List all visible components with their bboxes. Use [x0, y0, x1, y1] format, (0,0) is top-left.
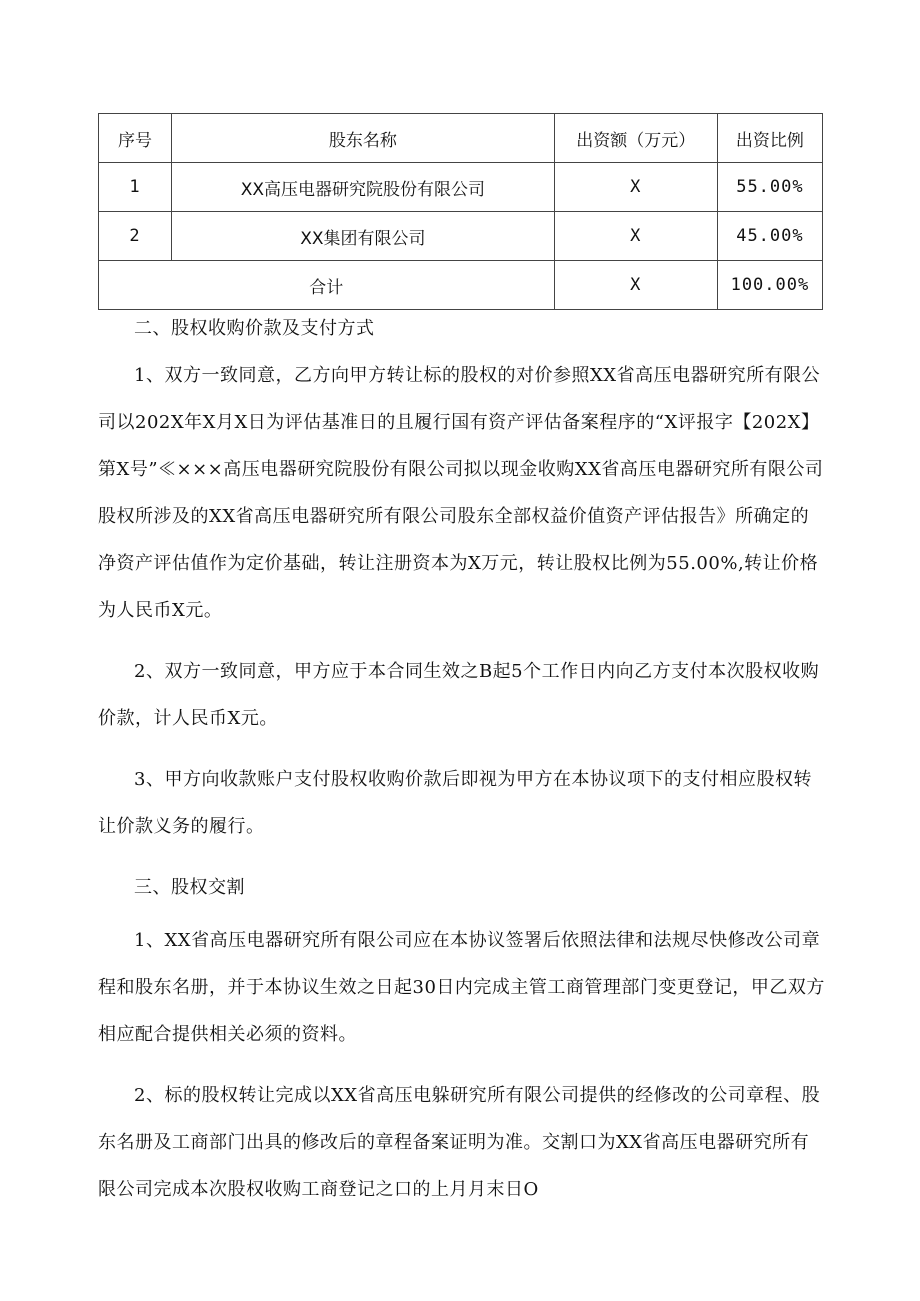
row-amount: X	[554, 163, 717, 212]
paragraph-payment-2: 2、双方一致同意，甲方应于本合同生效之B起5个工作日内向乙方支付本次股权收购价款，计人民币X元。	[98, 661, 820, 729]
header-name: 股东名称	[172, 114, 555, 163]
row-no: 1	[99, 163, 172, 212]
total-label: 合计	[99, 261, 555, 310]
row-name: XX集团有限公司	[172, 212, 555, 261]
row-ratio: 45.00%	[717, 212, 822, 261]
paragraph-payment-3: 3、甲方向收款账户支付股权收购价款后即视为甲方在本协议项下的支付相应股权转让价款义务的履行。	[98, 769, 812, 837]
total-ratio: 100.00%	[717, 261, 822, 310]
header-ratio: 出资比例	[717, 114, 822, 163]
shareholder-table	[98, 113, 823, 310]
section-heading-delivery: 三、股权交割	[134, 877, 245, 898]
paragraph-delivery-2: 2、标的股权转让完成以XX省高压电躲研究所有限公司提供的经修改的公司章程、股东名册及工商部门出具的修改后的章程备案证明为准。交割口为XX省高压电器研究所有限公司完成本次股权收购工商登记之口的上月月末日O	[98, 1085, 821, 1200]
row-ratio: 55.00%	[717, 163, 822, 212]
table-header-row	[99, 114, 823, 163]
paragraph-delivery-1: 1、XX省高压电器研究所有限公司应在本协议签署后依照法律和法规尽快修改公司章程和股东名册，并于本协议生效之日起30日内完成主管工商管理部门变更登记，甲乙双方相应配合提供相关必须的资料。	[98, 930, 825, 1045]
row-no: 2	[99, 212, 172, 261]
table-row	[99, 212, 823, 261]
paragraph-payment-1: 1、双方一致同意，乙方向甲方转让标的股权的对价参照XX省高压电器研究所有限公司以202X年X月X日为评估基准日的且履行国有资产评估备案程序的“X评报字【202X】第X号”≪×××高压电器研究院股份有限公司拟以现金收购XX省高压电器研究所有限公司股权所涉及的XX省高压电器研究所有限公司股东全部权益价值资产评估报告》所确定的净资产评估值作为定价基础，转让注册资本为X万元，转让股权比例为55.00%,转让价格为人民币X元。	[98, 365, 824, 621]
total-amount: X	[554, 261, 717, 310]
header-no: 序号	[99, 114, 172, 163]
row-amount: X	[554, 212, 717, 261]
row-name: XX高压电器研究院股份有限公司	[172, 163, 555, 212]
header-amount: 出资额（万元）	[554, 114, 717, 163]
section-heading-payment: 二、股权收购价款及支付方式	[134, 318, 375, 339]
document-body	[98, 305, 826, 1213]
table-total-row	[99, 261, 823, 310]
table-row	[99, 163, 823, 212]
